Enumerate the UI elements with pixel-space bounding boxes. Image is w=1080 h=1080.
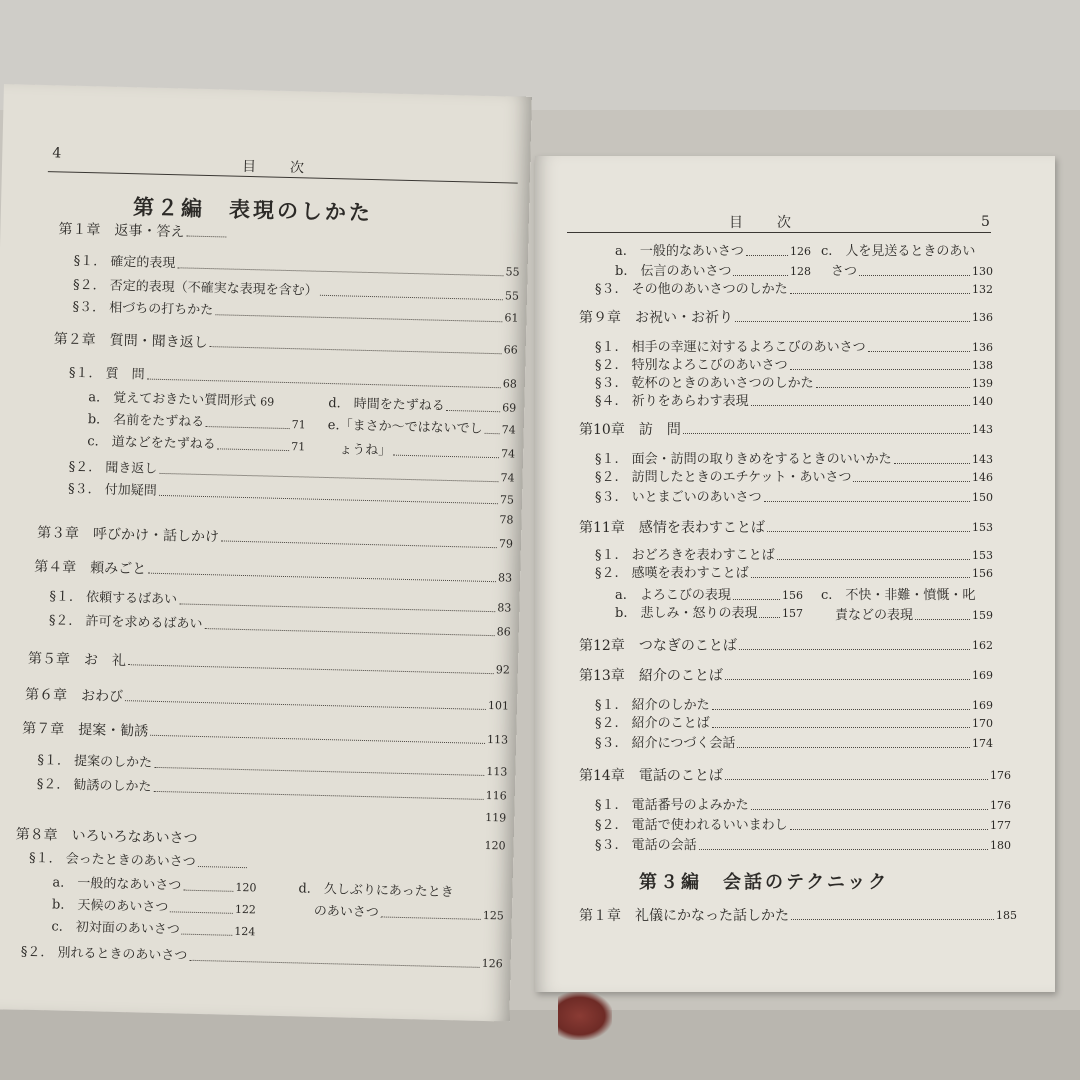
toc-chapter[interactable]: 第９章 お祝い・お祈り 136 (579, 310, 993, 326)
toc-section[interactable]: §１. おどろきを表わすことば 153 (595, 548, 993, 563)
toc-section[interactable]: §１. 相手の幸運に対するよろこびのあいさつ 136 (595, 340, 993, 355)
toc-section[interactable]: §１. 電話番号のよみかた 176 (595, 798, 1011, 813)
toc-section[interactable]: §２. 許可を求めるばあい 86 (48, 613, 511, 639)
toc-section[interactable]: §２. 否定的表現（不確実な表現を含む） 55 (72, 277, 520, 303)
toc-subsection[interactable]: a. 一般的なあいさつ 120 (52, 875, 257, 895)
toc-section[interactable]: §３. 乾杯のときのあいさつのしかた 139 (595, 376, 993, 391)
toc-subsection[interactable]: c. 道などをたずねる 71 (87, 434, 306, 454)
toc-section[interactable]: §３. その他のあいさつのしかた 132 (595, 282, 993, 297)
toc-section[interactable]: §１. 面会・訪問の取りきめをするときのいいかた 143 (595, 452, 993, 467)
toc-subsection[interactable]: a. 一般的なあいさつ 126 (615, 244, 811, 259)
toc-chapter[interactable]: 第５章 お 礼 92 (27, 650, 510, 677)
toc-chapter[interactable]: 第13章 紹介のことば 169 (579, 668, 993, 684)
toc-subsection[interactable]: c. 初対面のあいさつ 124 (51, 919, 256, 939)
toc-section[interactable]: §３. 紹介につづく会話 174 (595, 736, 993, 751)
toc-chapter[interactable]: 第３章 呼びかけ・話しかけ 79 (36, 524, 514, 551)
toc-subsection-cont[interactable]: のあいさつ 125 (313, 903, 504, 923)
toc-subsection[interactable]: c. 不快・非難・憤慨・叱 (821, 588, 976, 603)
toc-chapter[interactable]: 第１章 返事・答え (58, 221, 228, 241)
left-page (0, 84, 532, 1022)
toc-subsection-cont[interactable]: 責などの表現 159 (835, 608, 993, 623)
page-number: 5 (981, 214, 990, 230)
toc-section[interactable]: §１. 提案のしかた 113 (37, 753, 508, 779)
toc-page-only: 78 (499, 513, 514, 527)
toc-chapter[interactable]: 第12章 つなぎのことば 162 (579, 638, 993, 654)
background-table-bottom (0, 1010, 1080, 1080)
toc-chapter[interactable]: 第８章 いろいろなあいさつ 120 (15, 826, 506, 853)
toc-section[interactable]: §１. 依頼するばあい 83 (49, 589, 512, 615)
toc-chapter[interactable]: 第10章 訪 問 143 (579, 422, 993, 438)
bookmark-ribbon (558, 992, 612, 1040)
toc-subsection-cont[interactable]: ょうね」 74 (338, 442, 516, 461)
toc-page-only: 119 (485, 810, 507, 825)
toc-section[interactable]: §２. 電話で使われるいいまわし 177 (595, 818, 1011, 833)
toc-section[interactable]: §２. 勧誘のしかた 116 (36, 777, 507, 803)
toc-section[interactable]: §３. いとまごいのあいさつ 150 (595, 490, 993, 505)
toc-subsection[interactable]: d. 久しぶりにあったとき (298, 881, 454, 901)
toc-chapter[interactable]: 第１章 礼儀にかなった話しかた 185 (579, 908, 1017, 924)
toc-section[interactable]: §２. 特別なよろこびのあいさつ 138 (595, 358, 993, 373)
toc-section[interactable]: §１. 確定的表現 55 (73, 253, 520, 279)
toc-section[interactable]: §２. 聞き返し 74 (68, 459, 515, 485)
toc-subsection[interactable]: c. 人を見送るときのあい (821, 244, 976, 259)
toc-subsection[interactable]: e.「まさか〜ではないでし 74 (327, 418, 516, 437)
toc-chapter[interactable]: 第11章 感情を表わすことば 153 (579, 520, 993, 536)
header-title: 目 次 (241, 158, 307, 177)
toc-subsection[interactable]: d. 時間をたずねる 69 (328, 396, 517, 415)
toc-chapter[interactable]: 第14章 電話のことば 176 (579, 768, 1011, 784)
toc-section[interactable]: §２. 紹介のことば 170 (595, 716, 993, 731)
header-rule (567, 232, 991, 233)
toc-section[interactable]: §１. 質 問 68 (68, 365, 517, 391)
toc-section[interactable]: §２. 別れるときのあいさつ 126 (20, 944, 503, 971)
part-title: 第２編 表現のしかた (132, 194, 374, 226)
toc-section[interactable]: §３. 付加疑問 75 (67, 481, 515, 507)
toc-chapter[interactable]: 第６章 おわび 101 (24, 686, 510, 713)
part-title: 第３編 会話のテクニック (639, 872, 890, 893)
toc-section[interactable]: §４. 祈りをあらわす表現 140 (595, 394, 993, 409)
header-title: 目 次 (729, 215, 793, 231)
toc-section[interactable]: §３. 相づちの打ちかた 61 (72, 299, 519, 325)
toc-section[interactable]: §２. 感嘆を表わすことば 156 (595, 566, 993, 581)
toc-section[interactable]: §３. 電話の会話 180 (595, 838, 1011, 853)
page-number: 4 (52, 145, 62, 162)
toc-subsection[interactable]: a. よろこびの表現 156 (615, 588, 803, 603)
right-page (535, 156, 1055, 992)
toc-section[interactable]: §２. 訪問したときのエチケット・あいさつ 146 (595, 470, 993, 485)
toc-subsection[interactable]: b. 名前をたずねる 71 (87, 412, 306, 432)
toc-subsection-cont[interactable]: さつ 130 (831, 264, 993, 279)
toc-subsection[interactable]: a. 覚えておきたい質問形式 69 (88, 390, 275, 410)
toc-subsection[interactable]: b. 伝言のあいさつ 128 (615, 264, 811, 279)
toc-section[interactable]: §１. 紹介のしかた 169 (595, 698, 993, 713)
toc-subsection[interactable]: b. 悲しみ・怒りの表現 157 (615, 606, 803, 621)
toc-chapter[interactable]: 第４章 頼みごと 83 (34, 558, 513, 585)
toc-chapter[interactable]: 第２章 質問・聞き返し 66 (53, 331, 518, 357)
toc-chapter[interactable]: 第７章 提案・勧誘 113 (22, 720, 509, 747)
toc-subsection[interactable]: b. 天候のあいさつ 122 (51, 897, 257, 917)
toc-section[interactable]: §１. 会ったときのあいさつ (29, 851, 249, 872)
